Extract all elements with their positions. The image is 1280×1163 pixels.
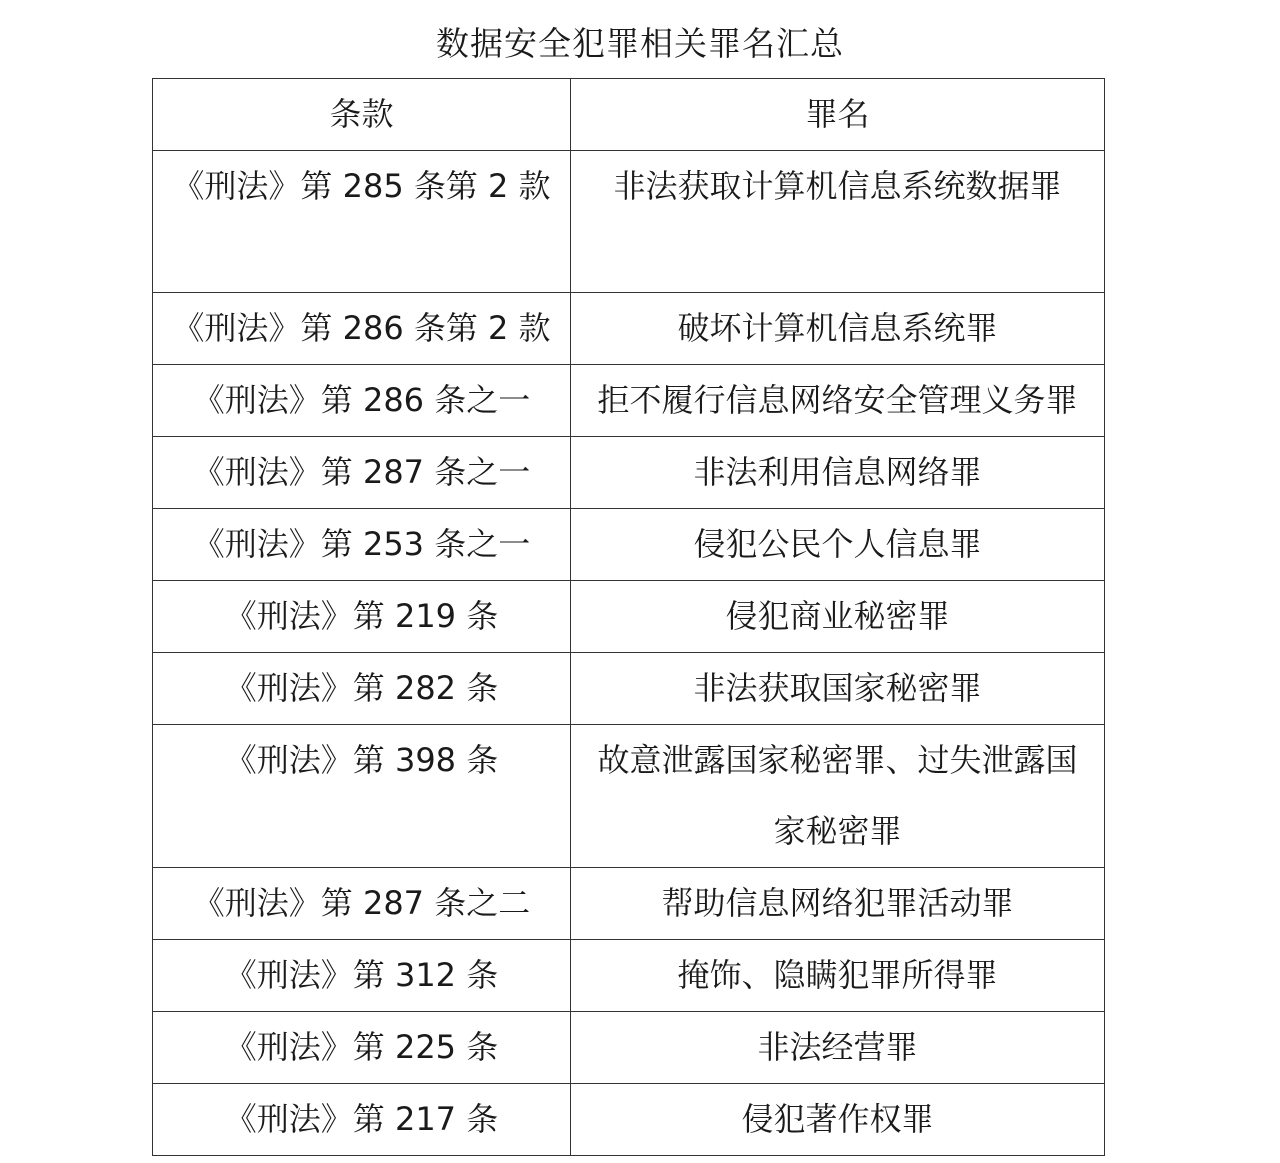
clause-text: 《刑法》第 312 条: [224, 956, 499, 994]
crime-text: 非法获取国家秘密罪: [693, 669, 982, 707]
page-title: 数据安全犯罪相关罪名汇总: [436, 24, 844, 63]
clause-cell: [153, 1084, 571, 1156]
crime-text: 故意泄露国家秘密罪、过失泄露国家秘密罪: [597, 741, 1078, 850]
crime-text: 非法获取计算机信息系统数据罪: [613, 167, 1062, 205]
crime-cell: [571, 940, 1105, 1012]
crime-cell: [571, 725, 1105, 868]
table-row: [153, 1012, 1105, 1084]
clause-cell: [153, 653, 571, 725]
clause-text: 《刑法》第 287 条之一: [192, 453, 531, 491]
clause-cell: [153, 868, 571, 940]
crime-cell: [571, 437, 1105, 509]
clause-cell: [153, 437, 571, 509]
clause-text: 《刑法》第 286 条之一: [192, 381, 531, 419]
clause-cell: [153, 365, 571, 437]
crime-cell: [571, 868, 1105, 940]
table-row: [153, 437, 1105, 509]
clause-text: 《刑法》第 282 条: [224, 669, 499, 707]
table-row: [153, 868, 1105, 940]
crime-cell: [571, 365, 1105, 437]
table-row: [153, 725, 1105, 868]
crime-cell: [571, 1084, 1105, 1156]
crime-cell: [571, 293, 1105, 365]
clause-cell: [153, 581, 571, 653]
clause-text: 《刑法》第 287 条之二: [192, 884, 531, 922]
crime-cell: [571, 509, 1105, 581]
clause-text: 《刑法》第 286 条第 2 款: [172, 309, 551, 347]
clause-cell: [153, 1012, 571, 1084]
crime-cell: [571, 151, 1105, 293]
crime-text: 非法利用信息网络罪: [693, 453, 982, 491]
clause-text: 《刑法》第 225 条: [224, 1028, 499, 1066]
crime-text: 帮助信息网络犯罪活动罪: [661, 884, 1014, 922]
clause-text: 《刑法》第 398 条: [224, 741, 499, 779]
clause-cell: [153, 940, 571, 1012]
clause-text: 《刑法》第 217 条: [224, 1100, 499, 1138]
clause-cell: [153, 293, 571, 365]
table-row: [153, 653, 1105, 725]
clause-text: 《刑法》第 219 条: [224, 597, 499, 635]
clause-text: 《刑法》第 253 条之一: [192, 525, 531, 563]
table-row: [153, 151, 1105, 293]
clause-cell: [153, 509, 571, 581]
table-row: [153, 581, 1105, 653]
table-row: [153, 1084, 1105, 1156]
crime-text: 破坏计算机信息系统罪: [677, 309, 998, 347]
header-clause: 条款: [153, 79, 571, 151]
crime-text: 掩饰、隐瞒犯罪所得罪: [677, 956, 998, 994]
crime-text: 侵犯著作权罪: [741, 1100, 934, 1138]
clause-cell: [153, 151, 571, 293]
crime-cell: [571, 653, 1105, 725]
table-row: [153, 509, 1105, 581]
table-row: [153, 293, 1105, 365]
crime-text: 侵犯商业秘密罪: [725, 597, 950, 635]
clause-cell: [153, 725, 571, 868]
table-row: [153, 365, 1105, 437]
clause-text: 《刑法》第 285 条第 2 款: [172, 167, 551, 205]
crime-text: 非法经营罪: [757, 1028, 918, 1066]
crime-cell: [571, 581, 1105, 653]
table-row: [153, 940, 1105, 1012]
crime-cell: [571, 1012, 1105, 1084]
table-header-row: [153, 79, 1105, 151]
crimes-table: [152, 78, 1105, 1156]
crime-text: 拒不履行信息网络安全管理义务罪: [597, 381, 1078, 419]
crime-text: 侵犯公民个人信息罪: [693, 525, 982, 563]
header-crime: 罪名: [571, 79, 1105, 151]
